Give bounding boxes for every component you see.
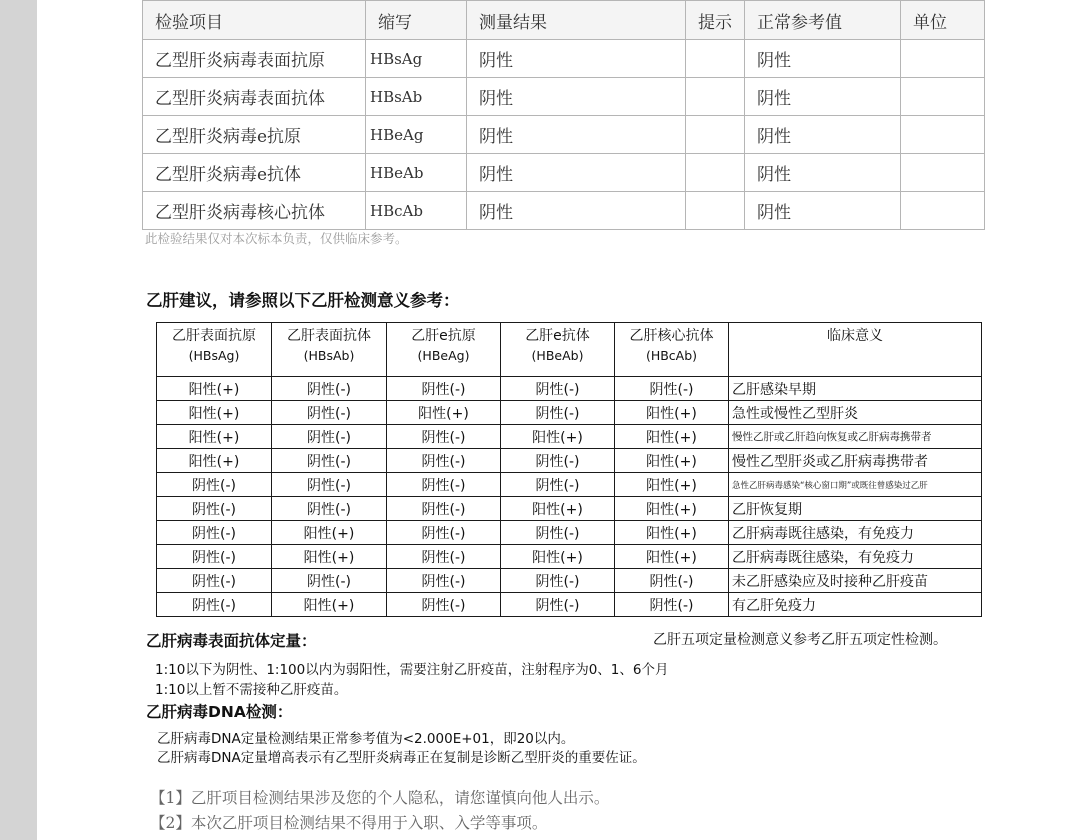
ref-header-label: 乙肝e抗原: [411, 328, 476, 344]
marker-value: 阴性(-): [387, 545, 501, 569]
test-item-name: 乙型肝炎病毒表面抗原: [143, 40, 366, 78]
test-result: 阴性: [467, 192, 686, 230]
test-item-name: 乙型肝炎病毒核心抗体: [143, 192, 366, 230]
marker-value: 阳性(+): [157, 401, 272, 425]
test-hint: [686, 78, 745, 116]
test-abbreviation: HBsAb: [366, 78, 467, 116]
clinical-meaning: 急性乙肝病毒感染“核心窗口期”或既往曾感染过乙肝: [729, 473, 982, 497]
marker-value: 阴性(-): [387, 521, 501, 545]
table-row: [157, 545, 982, 569]
marker-value: 阴性(-): [501, 593, 615, 617]
clinical-meaning: 乙肝病毒既往感染，有免疫力: [729, 545, 982, 569]
marker-value: 阳性(+): [501, 497, 615, 521]
reference-header-row: [157, 323, 982, 377]
test-reference: 阴性: [745, 40, 901, 78]
table-row: [143, 40, 985, 78]
test-hint: [686, 116, 745, 154]
ref-header-label: 乙肝核心抗体: [629, 328, 714, 344]
ref-header-clinical-meaning: [729, 323, 982, 377]
marker-value: 阳性(+): [157, 425, 272, 449]
test-abbreviation: HBsAg: [366, 40, 467, 78]
header-hint: 提示: [686, 1, 745, 40]
test-unit: [901, 40, 985, 78]
ref-header-label: 乙肝e抗体: [525, 328, 590, 344]
clinical-meaning: 乙肝病毒既往感染，有免疫力: [729, 521, 982, 545]
test-unit: [901, 78, 985, 116]
result-disclaimer: 此检验结果仅对本次标本负责，仅供临床参考。: [145, 231, 408, 246]
marker-value: 阳性(+): [272, 545, 387, 569]
marker-value: 阴性(-): [387, 569, 501, 593]
clinical-meaning: 慢性乙肝或乙肝趋向恢复或乙肝病毒携带者: [729, 425, 982, 449]
table-row: [157, 473, 982, 497]
test-abbreviation: HBeAg: [366, 116, 467, 154]
marker-value: 阳性(+): [615, 497, 729, 521]
ref-header-label: 临床意义: [827, 328, 883, 344]
test-item-name: 乙型肝炎病毒表面抗体: [143, 78, 366, 116]
ref-header-abbr: (HBeAb): [531, 348, 584, 363]
test-result: 阴性: [467, 40, 686, 78]
marker-value: 阳性(+): [387, 401, 501, 425]
marker-value: 阳性(+): [501, 545, 615, 569]
marker-value: 阴性(-): [272, 401, 387, 425]
marker-value: 阴性(-): [387, 473, 501, 497]
antibody-quant-heading: 乙肝病毒表面抗体定量：: [146, 632, 317, 650]
table-row: [157, 521, 982, 545]
marker-value: 阳性(+): [272, 593, 387, 617]
marker-value: 阳性(+): [157, 449, 272, 473]
test-reference: 阴性: [745, 78, 901, 116]
marker-value: 阴性(-): [157, 497, 272, 521]
marker-value: 阴性(-): [615, 377, 729, 401]
marker-value: 阴性(-): [615, 569, 729, 593]
table-row: [143, 116, 985, 154]
ref-header-hbsag: [157, 323, 272, 377]
marker-value: 阴性(-): [272, 497, 387, 521]
ref-header-abbr: (HBsAg): [188, 348, 240, 363]
table-row: [143, 78, 985, 116]
test-hint: [686, 40, 745, 78]
test-abbreviation: HBeAb: [366, 154, 467, 192]
marker-value: 阳性(+): [615, 449, 729, 473]
header-reference-value: 正常参考值: [745, 1, 901, 40]
test-item-name: 乙型肝炎病毒e抗体: [143, 154, 366, 192]
marker-value: 阴性(-): [272, 473, 387, 497]
test-reference: 阴性: [745, 154, 901, 192]
test-reference: 阴性: [745, 116, 901, 154]
ref-header-abbr: (HBcAb): [645, 348, 698, 363]
clinical-meaning: 急性或慢性乙型肝炎: [729, 401, 982, 425]
marker-value: 阴性(-): [157, 545, 272, 569]
marker-value: 阴性(-): [387, 377, 501, 401]
result-table-header-row: [143, 1, 985, 40]
privacy-footnote: 【1】乙肝项目检测结果涉及您的个人隐私，请您谨慎向他人出示。: [150, 789, 610, 807]
ref-header-abbr: (HBsAb): [303, 348, 355, 363]
table-row: [157, 569, 982, 593]
marker-value: 阳性(+): [501, 425, 615, 449]
quant-reference-note: 乙肝五项定量检测意义参考乙肝五项定性检测。: [653, 632, 947, 648]
ref-header-label: 乙肝表面抗体: [287, 328, 371, 344]
header-abbreviation: 缩写: [366, 1, 467, 40]
marker-value: 阴性(-): [501, 569, 615, 593]
table-row: [157, 497, 982, 521]
ref-header-hbeag: [387, 323, 501, 377]
marker-value: 阳性(+): [615, 401, 729, 425]
dna-heading: 乙肝病毒DNA检测：: [146, 703, 293, 721]
table-row: [157, 449, 982, 473]
test-result-table: [142, 0, 985, 230]
clinical-meaning: 乙肝恢复期: [729, 497, 982, 521]
marker-value: 阴性(-): [501, 449, 615, 473]
clinical-meaning: 未乙肝感染应及时接种乙肝疫苗: [729, 569, 982, 593]
test-hint: [686, 154, 745, 192]
table-row: [157, 593, 982, 617]
marker-value: 阴性(-): [157, 521, 272, 545]
left-margin-bar: [0, 0, 37, 840]
table-row: [157, 377, 982, 401]
header-test-item: 检验项目: [143, 1, 366, 40]
quant-line: 1:10以上暂不需接种乙肝疫苗。: [155, 682, 348, 698]
advice-heading: 乙肝建议，请参照以下乙肝检测意义参考：: [146, 291, 460, 310]
ref-header-hbcab: [615, 323, 729, 377]
marker-value: 阳性(+): [615, 545, 729, 569]
marker-value: 阴性(-): [387, 425, 501, 449]
marker-value: 阴性(-): [501, 473, 615, 497]
test-item-name: 乙型肝炎病毒e抗原: [143, 116, 366, 154]
marker-value: 阳性(+): [615, 473, 729, 497]
marker-value: 阴性(-): [272, 377, 387, 401]
usage-footnote: 【2】本次乙肝项目检测结果不得用于入职、入学等事项。: [150, 814, 548, 832]
ref-header-label: 乙肝表面抗原: [172, 328, 256, 344]
marker-value: 阴性(-): [272, 569, 387, 593]
marker-value: 阴性(-): [157, 473, 272, 497]
dna-line: 乙肝病毒DNA定量检测结果正常参考值为<2.000E+01，即20以内。: [157, 731, 575, 747]
test-result: 阴性: [467, 78, 686, 116]
marker-value: 阴性(-): [501, 377, 615, 401]
clinical-meaning: 乙肝感染早期: [729, 377, 982, 401]
test-reference: 阴性: [745, 192, 901, 230]
ref-header-hbeab: [501, 323, 615, 377]
clinical-meaning: 有乙肝免疫力: [729, 593, 982, 617]
marker-value: 阴性(-): [501, 521, 615, 545]
marker-value: 阴性(-): [157, 569, 272, 593]
marker-value: 阴性(-): [615, 593, 729, 617]
table-row: [143, 192, 985, 230]
marker-value: 阳性(+): [615, 425, 729, 449]
test-unit: [901, 192, 985, 230]
quant-line: 1:10以下为阴性、1:100以内为弱阳性，需要注射乙肝疫苗，注射程序为0、1、6个月: [155, 662, 669, 678]
marker-value: 阴性(-): [387, 593, 501, 617]
test-hint: [686, 192, 745, 230]
table-row: [157, 425, 982, 449]
clinical-meaning: 慢性乙型肝炎或乙肝病毒携带者: [729, 449, 982, 473]
test-unit: [901, 154, 985, 192]
table-row: [157, 401, 982, 425]
marker-value: 阴性(-): [387, 449, 501, 473]
hbv-reference-table: [156, 322, 982, 617]
test-result: 阴性: [467, 154, 686, 192]
marker-value: 阳性(+): [615, 521, 729, 545]
test-result: 阴性: [467, 116, 686, 154]
marker-value: 阳性(+): [157, 377, 272, 401]
ref-header-abbr: (HBeAg): [417, 348, 470, 363]
marker-value: 阴性(-): [501, 401, 615, 425]
test-abbreviation: HBcAb: [366, 192, 467, 230]
header-result: 测量结果: [467, 1, 686, 40]
marker-value: 阳性(+): [272, 521, 387, 545]
marker-value: 阴性(-): [272, 449, 387, 473]
ref-header-hbsab: [272, 323, 387, 377]
test-unit: [901, 116, 985, 154]
dna-line: 乙肝病毒DNA定量增高表示有乙型肝炎病毒正在复制是诊断乙型肝炎的重要佐证。: [157, 750, 646, 766]
marker-value: 阴性(-): [157, 593, 272, 617]
table-row: [143, 154, 985, 192]
marker-value: 阴性(-): [387, 497, 501, 521]
header-unit: 单位: [901, 1, 985, 40]
marker-value: 阴性(-): [272, 425, 387, 449]
